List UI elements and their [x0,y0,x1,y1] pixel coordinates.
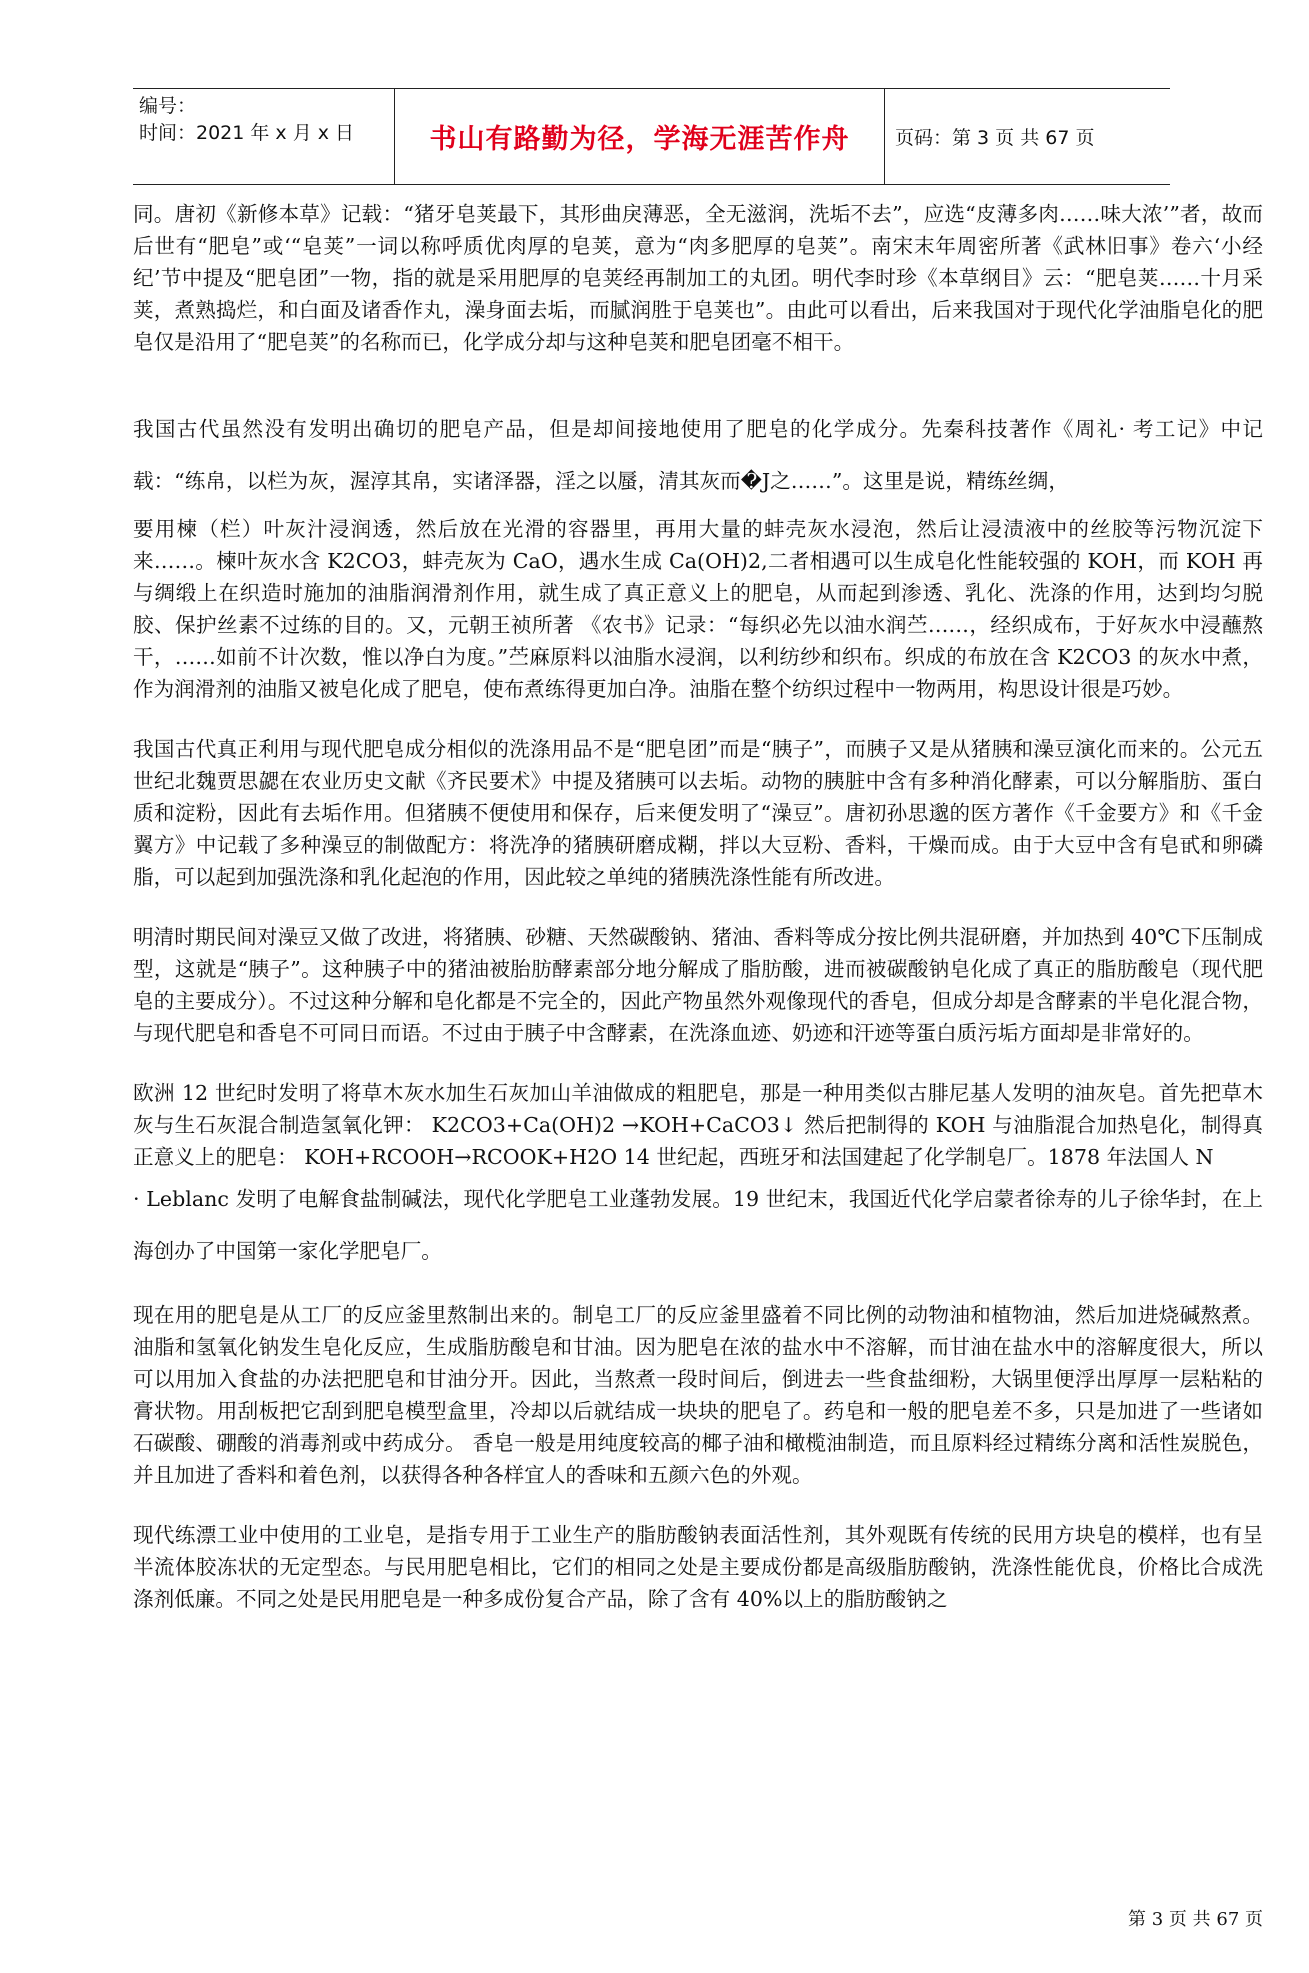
document-body [133,198,1263,1615]
page-header [133,88,1170,185]
paragraph: 明清时期民间对澡豆又做了改进，将猪胰、砂糖、天然碳酸钠、猪油、香料等成分按比例共混研磨，并加热到 40℃下压制成型，这就是“胰子”。这种胰子中的猪油被胎肪酵素部分地分解成了脂肪酸，进而被碳酸钠皂化成了真正的脂肪酸皂（现代肥皂的主要成分）。不过这种分解和皂化都是不完全的，因此产物虽然外观像现代的香皂，但成分却是含酵素的半皂化混合物，与现代肥皂和香皂不可同日而语。不过由于胰子中含酵素，在洗涤血迹、奶迹和汗迹等蛋白质污垢方面却是非常好的。 [133,925,1263,1045]
document-time-label: 时间：2021 年 x 月 x 日 [139,122,355,144]
header-motto-cell [395,89,885,184]
paragraph: 同。唐初《新修本草》记载：“猪牙皂荚最下，其形曲戾薄恶，全无滋润，洗垢不去”，应选“皮薄多肉……味大浓’”者，故而后世有“肥皂”或‘“皂荚”一词以称呼质优肉厚的皂荚，意为“肉多肥厚的皂荚”。南宋末年周密所著《武林旧事》卷六‘小经纪’节中提及“肥皂团”一物，指的就是采用肥厚的皂荚经再制加工的丸团。明代李时珍《本草纲目》云：“肥皂荚……十月采荚，煮熟捣烂，和白面及诸香作丸，澡身面去垢，而腻润胜于皂荚也”。由此可以看出，后来我国对于现代化学油脂皂化的肥皂仅是沿用了“肥皂荚”的名称而已，化学成分却与这种皂荚和肥皂团毫不相干。 [133,202,1263,354]
page-footer: 第 3 页 共 67 页 [1128,1909,1263,1930]
header-motto: 书山有路勤为径，学海无涯苦作舟 [429,124,850,155]
paragraph: 我国古代真正利用与现代肥皂成分相似的洗涤用品不是“肥皂团”而是“胰子”，而胰子又是从猪胰和澡豆演化而来的。公元五世纪北魏贾思勰在农业历史文献《齐民要术》中提及猪胰可以去垢。动物的胰脏中含有多种消化酵素，可以分解脂肪、蛋白质和淀粉，因此有去垢作用。但猪胰不便使用和保存，后来便发明了“澡豆”。唐初孙思邈的医方著作《千金要方》和《千金翼方》中记载了多种澡豆的制做配方：将洗净的猪胰研磨成糊，拌以大豆粉、香料，干燥而成。由于大豆中含有皂甙和卵磷脂，可以起到加强洗涤和乳化起泡的作用，因此较之单纯的猪胰洗涤性能有所改进。 [133,737,1263,889]
document-number-label: 编号： [139,95,197,117]
header-page-number: 页码：第 3 页 共 67 页 [895,127,1095,149]
paragraph: 现在用的肥皂是从工厂的反应釜里熬制出来的。制皂工厂的反应釜里盛着不同比例的动物油和植物油，然后加进烧碱熬煮。油脂和氢氧化钠发生皂化反应，生成脂肪酸皂和甘油。因为肥皂在浓的盐水中不溶解，而甘油在盐水中的溶解度很大，所以可以用加入食盐的办法把肥皂和甘油分开。因此，当熬煮一段时间后，倒进去一些食盐细粉，大锅里便浮出厚厚一层粘粘的膏状物。用刮板把它刮到肥皂模型盒里，冷却以后就结成一块块的肥皂了。药皂和一般的肥皂差不多，只是加进了一些诸如石碳酸、硼酸的消毒剂或中药成分。 香皂一般是用纯度较高的椰子油和橄榄油制造，而且原料经过精练分离和活性炭脱色，并且加进了香料和着色剂，以获得各种各样宜人的香味和五颜六色的外观。 [133,1303,1263,1487]
header-info-cell [133,89,395,184]
paragraph: 要用楝（栏）叶灰汁浸润透，然后放在光滑的容器里，再用大量的蚌壳灰水浸泡，然后让浸渍液中的丝胶等污物沉淀下来……。楝叶灰水含 K2CO3，蚌壳灰为 CaO，遇水生成 Ca(OH)2,二者相遇可以生成皂化性能较强的 KOH，而 KOH 再与绸缎上在织造时施加的油脂润滑剂作用，就生成了真正意义上的肥皂，从而起到渗透、乳化、洗涤的作用，达到均匀脱胶、保护丝素不过练的目的。又，元朝王祯所著 《农书》记录：“每织必先以油水润苎……，经织成布，于好灰水中浸蘸熬干，……如前不计次数，惟以净白为度。”苎麻原料以油脂水浸润，以利纺纱和织布。织成的布放在含 K2CO3 的灰水中煮，作为润滑剂的油脂又被皂化成了肥皂，使布煮练得更加白净。油脂在整个纺织过程中一物两用，构思设计很是巧妙。 [133,517,1263,701]
paragraph: 我国古代虽然没有发明出确切的肥皂产品，但是却间接地使用了肥皂的化学成分。先秦科技著作《周礼· 考工记》中记载：“练帛，以栏为灰，渥淳其帛，实诸泽器，淫之以蜃，清其灰而�J之……”。这里是说，精练丝绸， [133,417,1263,493]
paragraph: · Leblanc 发明了电解食盐制碱法，现代化学肥皂工业蓬勃发展。19 世纪末，我国近代化学启蒙者徐寿的儿子徐华封，在上海创办了中国第一家化学肥皂厂。 [133,1187,1263,1263]
paragraph: 现代练漂工业中使用的工业皂，是指专用于工业生产的脂肪酸钠表面活性剂，其外观既有传统的民用方块皂的模样，也有呈半流体胶冻状的无定型态。与民用肥皂相比，它们的相同之处是主要成份都是高级脂肪酸钠，洗涤性能优良，价格比合成洗涤剂低廉。不同之处是民用肥皂是一种多成份复合产品，除了含有 40%以上的脂肪酸钠之 [133,1523,1263,1611]
header-page-cell [885,89,1170,184]
paragraph: 欧洲 12 世纪时发明了将草木灰水加生石灰加山羊油做成的粗肥皂，那是一种用类似古腓尼基人发明的油灰皂。首先把草木灰与生石灰混合制造氢氧化钾： K2CO3+Ca(OH)2 →KOH+CaCO3↓ 然后把制得的 KOH 与油脂混合加热皂化，制得真正意义上的肥皂： KOH+RCOOH→RCOOK+H2O 14 世纪起，西班牙和法国建起了化学制皂厂。1878 年法国人 N [133,1081,1263,1169]
